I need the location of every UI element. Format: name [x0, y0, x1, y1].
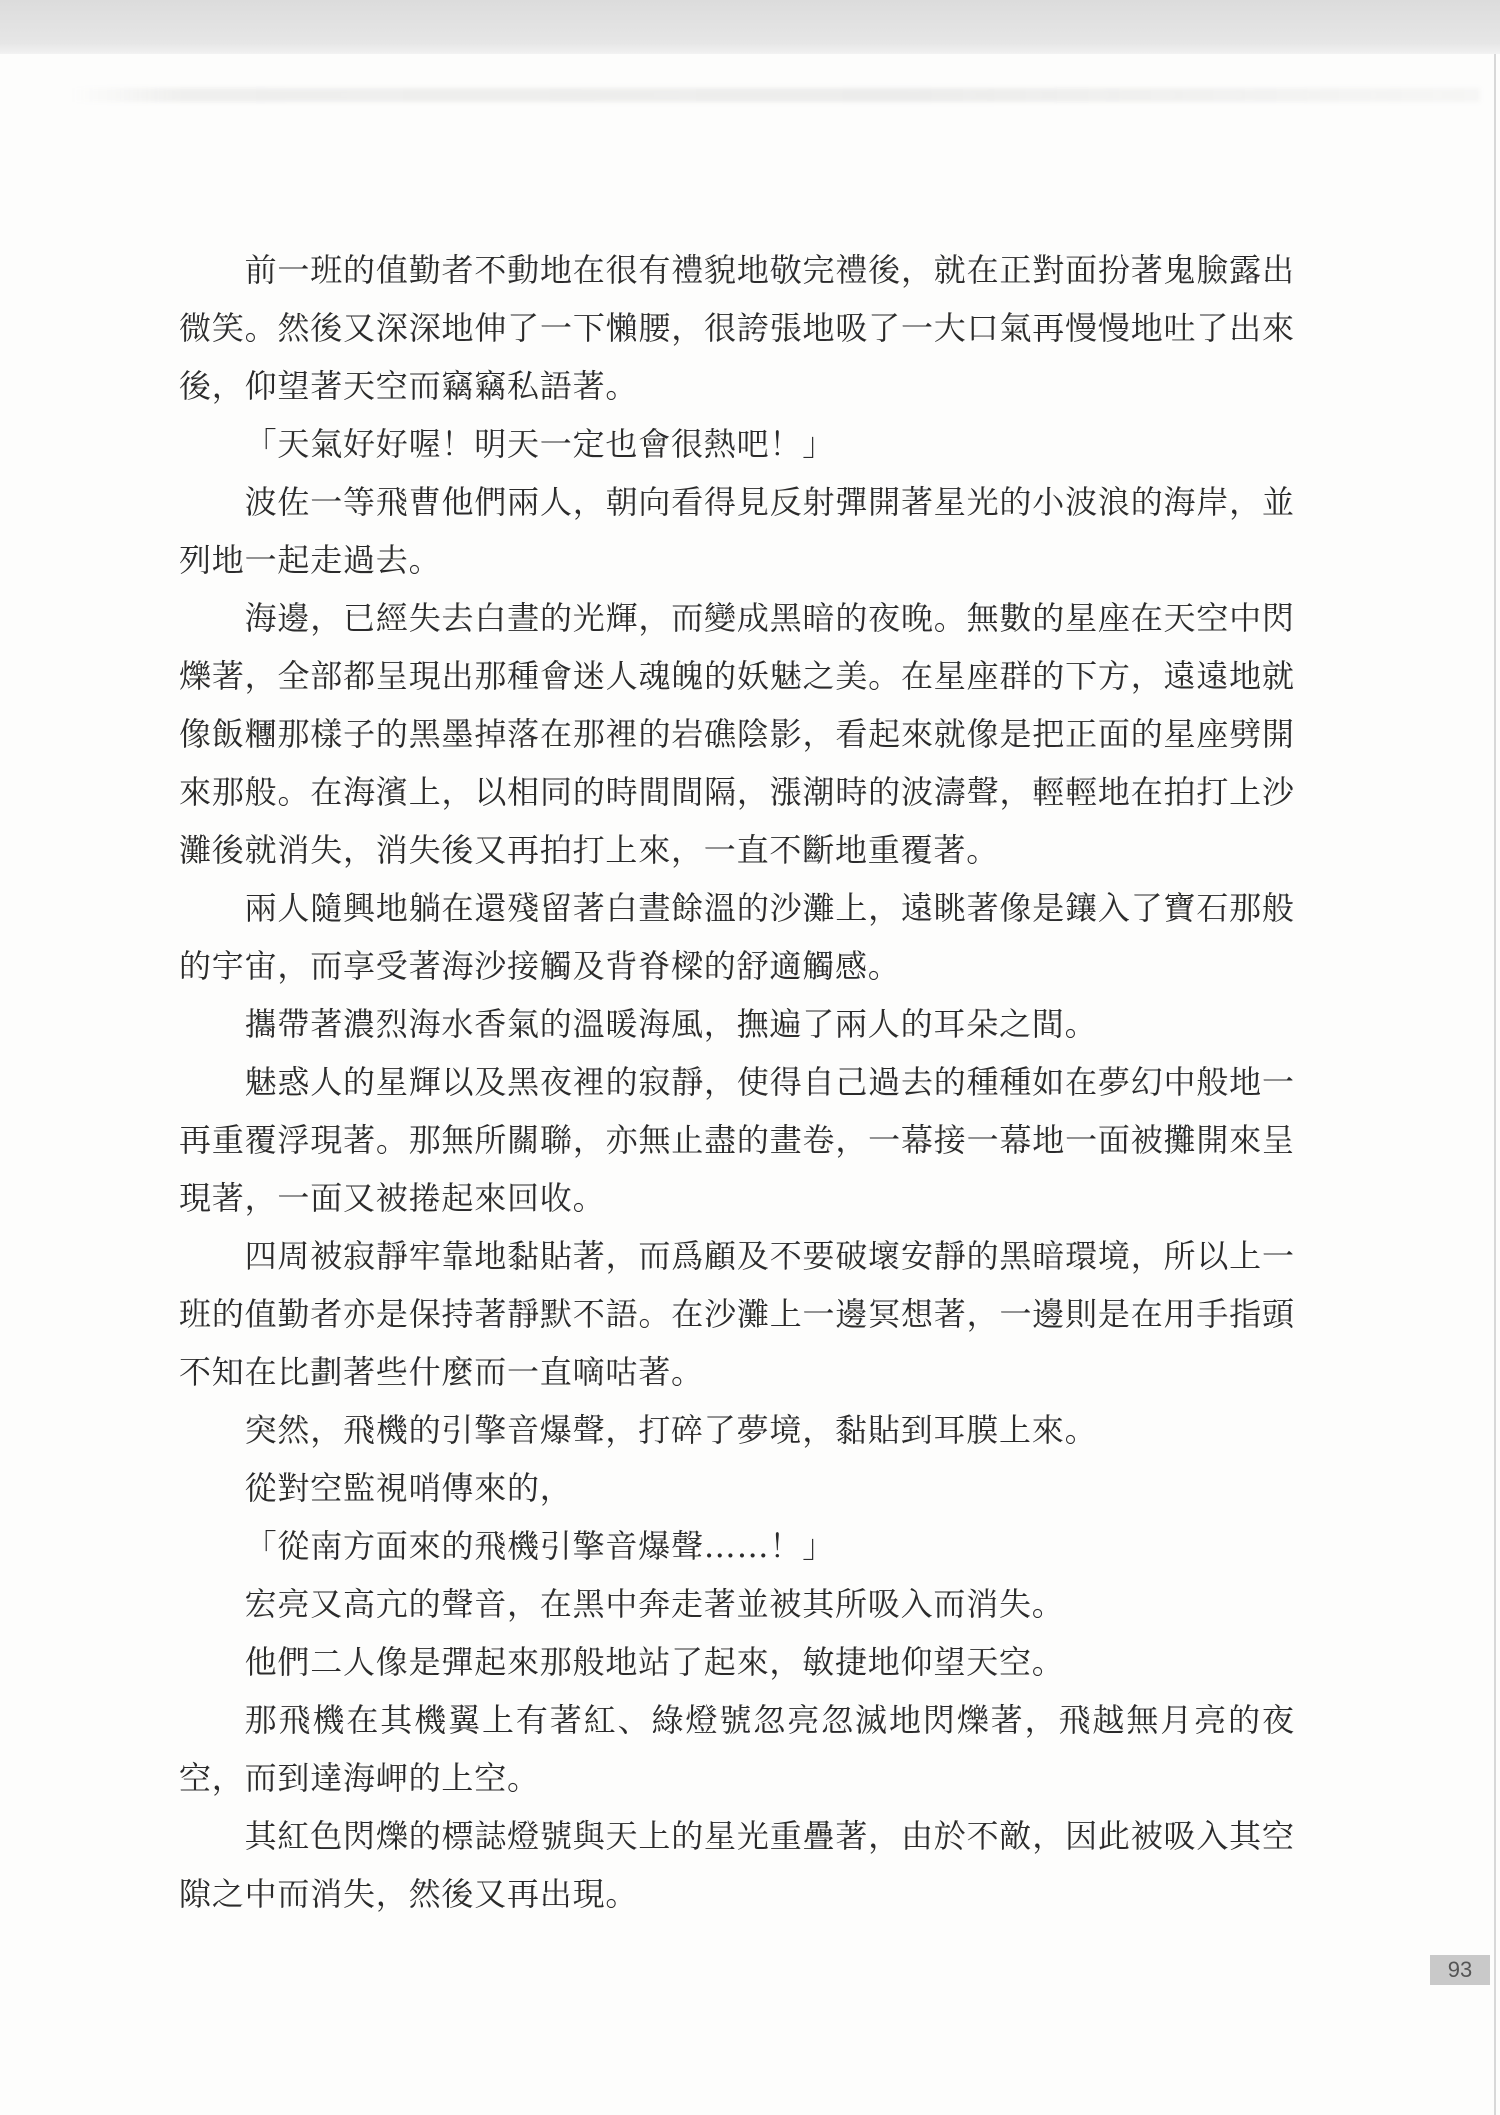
text-line: 微笑。然後又深深地伸了一下懶腰，很誇張地吸了一大口氣再慢慢地吐了出來 — [179, 309, 1294, 347]
text-line: 海邊，已經失去白晝的光輝，而變成黑暗的夜晚。無數的星座在天空中閃 — [244, 599, 1294, 637]
text-line: 空，而到達海岬的上空。 — [179, 1759, 540, 1797]
text-line: 來那般。在海濱上，以相同的時間間隔，漲潮時的波濤聲，輕輕地在拍打上沙 — [179, 773, 1294, 811]
page-number: 93 — [1430, 1955, 1490, 1985]
text-line: 後，仰望著天空而竊竊私語著。 — [179, 367, 639, 405]
paragraph — [179, 1575, 1294, 1633]
text-line: 隙之中而消失，然後又再出現。 — [179, 1875, 639, 1913]
text-line: 從對空監視哨傳來的， — [244, 1469, 573, 1507]
text-line: 再重覆浮現著。那無所關聯，亦無止盡的畫卷，一幕接一幕地一面被攤開來呈 — [179, 1121, 1294, 1159]
bleed-through-shadow — [70, 88, 1480, 102]
page-edge — [1494, 54, 1496, 2115]
paragraph — [179, 1401, 1294, 1459]
text-line: 班的值勤者亦是保持著靜默不語。在沙灘上一邊冥想著，一邊則是在用手指頭 — [179, 1295, 1294, 1333]
text-line: 列地一起走過去。 — [179, 541, 442, 579]
paragraph — [179, 1459, 1294, 1517]
text-line: 現著，一面又被捲起來回收。 — [179, 1179, 606, 1217]
paragraph — [179, 1633, 1294, 1691]
paragraph — [179, 589, 1294, 879]
paragraph — [179, 415, 1294, 473]
paragraph — [179, 1053, 1294, 1227]
text-line: 兩人隨興地躺在還殘留著白晝餘溫的沙灘上，遠眺著像是鑲入了寶石那般 — [244, 889, 1294, 927]
text-line: 前一班的值勤者不動地在很有禮貌地敬完禮後，就在正對面扮著鬼臉露出 — [244, 251, 1294, 289]
paragraph — [179, 995, 1294, 1053]
text-line: 其紅色閃爍的標誌燈號與天上的星光重疊著，由於不敵，因此被吸入其空 — [244, 1817, 1294, 1855]
text-line: 宏亮又高亢的聲音，在黑中奔走著並被其所吸入而消失。 — [244, 1585, 1065, 1623]
text-line: 那飛機在其機翼上有著紅、綠燈號忽亮忽滅地閃爍著，飛越無月亮的夜 — [244, 1701, 1294, 1739]
paragraph — [179, 879, 1294, 995]
text-line: 突然，飛機的引擎音爆聲，打碎了夢境，黏貼到耳膜上來。 — [244, 1411, 1098, 1449]
paragraph — [179, 1691, 1294, 1807]
text-line: 爍著，全部都呈現出那種會迷人魂魄的妖魅之美。在星座群的下方，遠遠地就 — [179, 657, 1294, 695]
paragraph — [179, 241, 1294, 415]
paragraph — [179, 473, 1294, 589]
text-line: 「天氣好好喔！明天一定也會很熱吧！」 — [244, 425, 835, 463]
paragraph — [179, 1227, 1294, 1401]
text-line: 他們二人像是彈起來那般地站了起來，敏捷地仰望天空。 — [244, 1643, 1065, 1681]
paragraph — [179, 1807, 1294, 1923]
scan-border — [0, 0, 1500, 54]
body-text — [179, 241, 1294, 1923]
text-line: 四周被寂靜牢靠地黏貼著，而爲顧及不要破壞安靜的黑暗環境，所以上一 — [244, 1237, 1294, 1275]
text-line: 不知在比劃著些什麼而一直嘀咕著。 — [179, 1353, 704, 1391]
text-line: 波佐一等飛曹他們兩人，朝向看得見反射彈開著星光的小波浪的海岸，並 — [244, 483, 1294, 521]
text-line: 攜帶著濃烈海水香氣的溫暖海風，撫遍了兩人的耳朵之間。 — [244, 1005, 1098, 1043]
text-line: 魅惑人的星輝以及黑夜裡的寂靜，使得自己過去的種種如在夢幻中般地一 — [244, 1063, 1294, 1101]
text-line: 「從南方面來的飛機引擎音爆聲……！」 — [244, 1527, 835, 1565]
text-line: 灘後就消失，消失後又再拍打上來，一直不斷地重覆著。 — [179, 831, 1000, 869]
text-line: 的宇宙，而享受著海沙接觸及背脊樑的舒適觸感。 — [179, 947, 901, 985]
text-line: 像飯糰那樣子的黑墨掉落在那裡的岩礁陰影，看起來就像是把正面的星座劈開 — [179, 715, 1294, 753]
paragraph — [179, 1517, 1294, 1575]
